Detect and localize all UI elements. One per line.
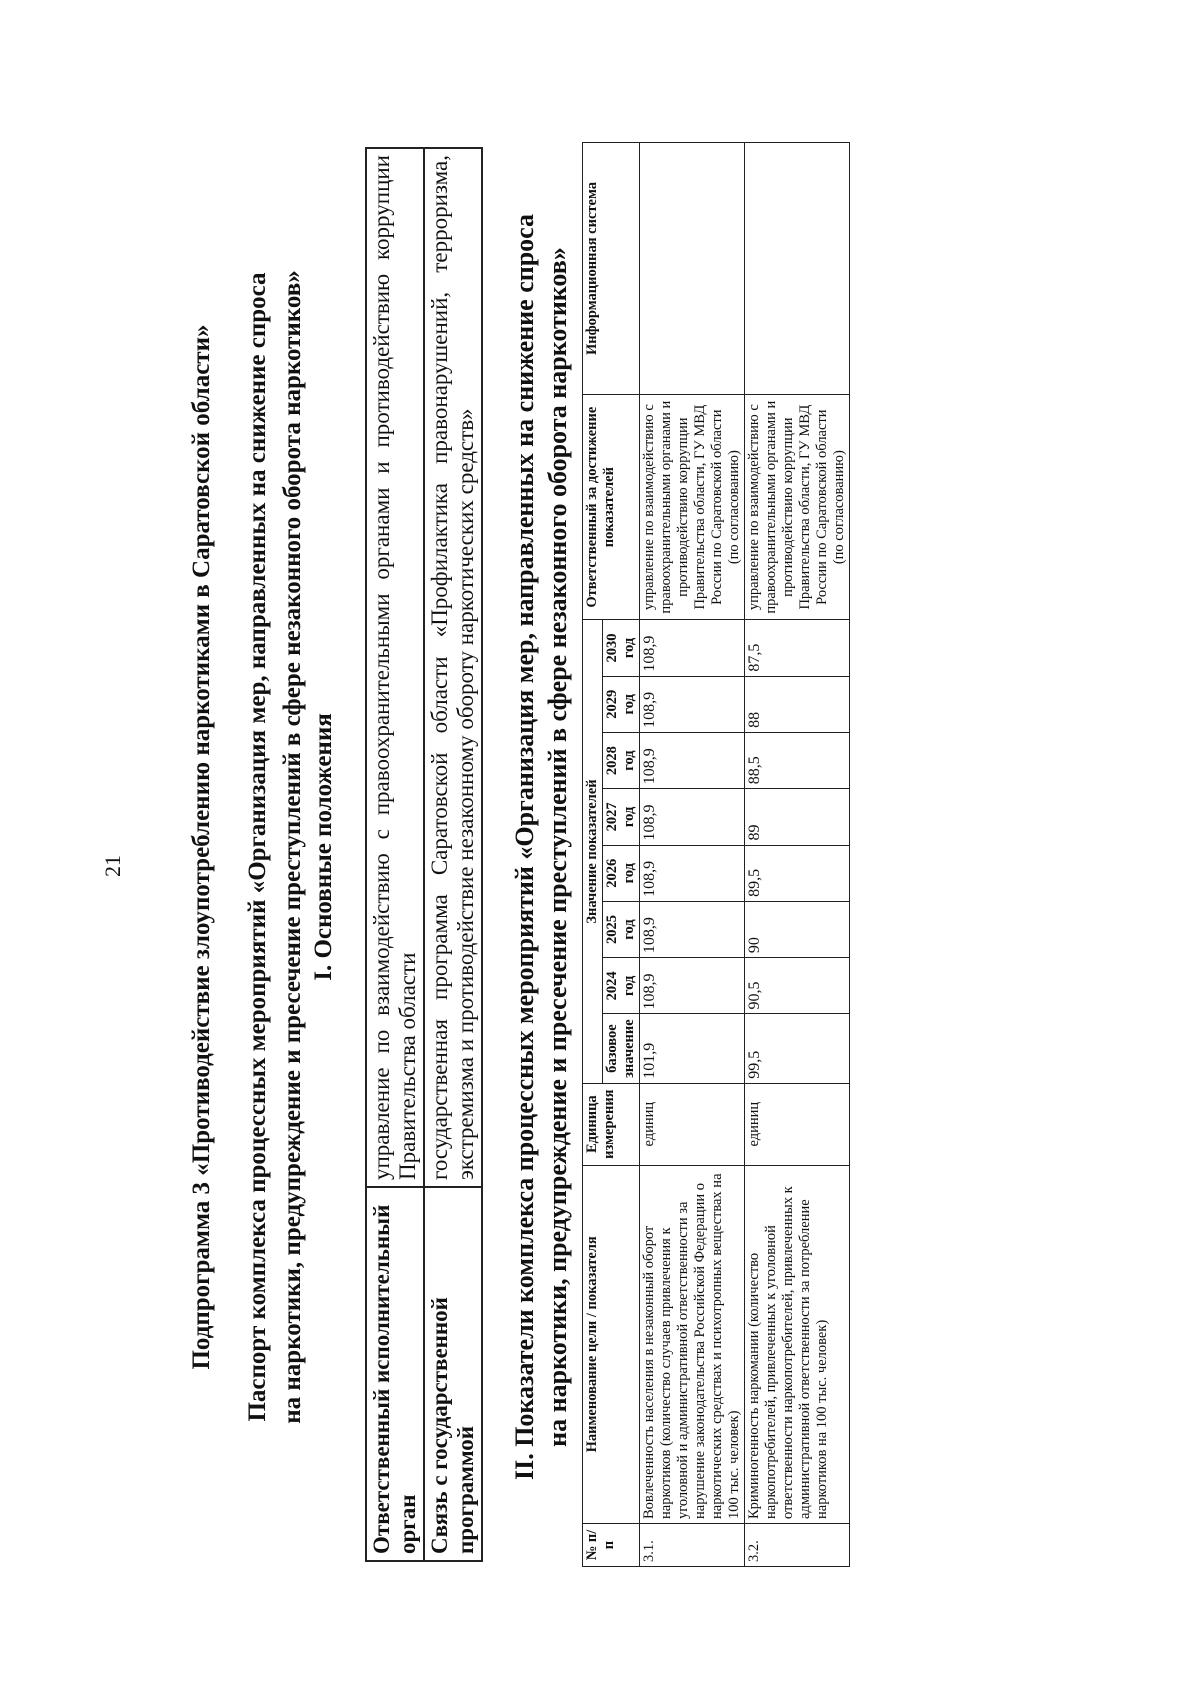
table-row (640, 143, 745, 1567)
row-value: 108,9 (640, 676, 745, 732)
page-number: 21 (100, 855, 125, 877)
header-year: 2028 год (603, 732, 640, 788)
header-num: № п/п (583, 1524, 640, 1567)
row-value: 88,5 (745, 732, 850, 788)
header-year: 2027 год (603, 789, 640, 845)
row-value: 89 (745, 789, 850, 845)
header-name: Наименование цели / показателя (583, 1165, 640, 1523)
header-values-group: Значение показателей (583, 620, 603, 1083)
header-unit: Единица измерения (583, 1083, 640, 1165)
row-value: 87,5 (745, 620, 850, 676)
row-info-system (640, 143, 745, 395)
passport-value-responsible: управление по взаимодействию с правоохранительными органами и противодействию коррупции Правительства области (366, 148, 424, 1187)
passport-row-responsible (366, 148, 424, 1561)
row-num: 3.2. (745, 1524, 850, 1567)
section-2-title-line-1: II. Показатели комплекса процессных мероприятий «Организация мер, направленных на снижение спроса (510, 213, 539, 1481)
row-responsible: управление по взаимодействию с правоохранительными органами и противодействию коррупции Правительства области, ГУ МВД России по Саратовской области (по согласованию) (745, 395, 850, 620)
row-base: 101,9 (640, 1014, 745, 1083)
subprogram-title: Подпрограмма 3 «Противодействие злоупотреблению наркотиками в Саратовской области» (188, 324, 215, 1370)
header-base: базовое значение (603, 1014, 640, 1083)
passport-title-line-1: Паспорт комплекса процессных мероприятий «Организация мер, направленных на снижение спроса (244, 272, 271, 1422)
header-year: 2026 год (603, 845, 640, 901)
header-year: 2030 год (603, 620, 640, 676)
row-name: Вовлеченность населения в незаконный оборот наркотиков (количество случаев привлечения к уголовной и административной ответственности за нарушение законодательства Российской Федерации о наркотических средствах и психотропных веществах на 100 тыс. человек) (640, 1165, 745, 1523)
header-info-system: Информационная система (583, 143, 640, 395)
passport-title-line-2: на наркотики, предупреждение и пресечение преступлений в сфере незаконного оборота наркотиков» (279, 270, 306, 1424)
row-value: 108,9 (640, 789, 745, 845)
section-2-title (508, 97, 574, 1597)
row-unit: единиц (640, 1083, 745, 1165)
row-value: 108,9 (640, 620, 745, 676)
indicators-header-row-1 (583, 143, 603, 1567)
indicators-table (582, 142, 850, 1567)
row-num: 3.1. (640, 1524, 745, 1567)
row-value: 88 (745, 676, 850, 732)
row-unit: единиц (745, 1083, 850, 1165)
passport-row-link (424, 148, 482, 1561)
header-year: 2025 год (603, 901, 640, 957)
passport-value-link: государственная программа Саратовской области «Профилактика правонарушений, терроризма, экстремизма и противодействие незаконному обороту наркотических средств» (424, 148, 482, 1187)
row-value: 90 (745, 901, 850, 957)
row-value: 90,5 (745, 958, 850, 1014)
row-info-system (745, 143, 850, 395)
section-1-title: I. Основные положения (310, 713, 337, 981)
row-value: 108,9 (640, 901, 745, 957)
row-responsible: управление по взаимодействию с правоохранительными органами и противодействию коррупции Правительства области, ГУ МВД России по Саратовской области (по согласованию) (640, 395, 745, 620)
passport-title (240, 97, 310, 1597)
header-year: 2029 год (603, 676, 640, 732)
header-year: 2024 год (603, 958, 640, 1014)
section-2-title-line-2: на наркотики, предупреждение и пресечение преступлений в сфере незаконного оборота наркотиков» (543, 247, 572, 1447)
row-name: Криминогенность наркомании (количество наркопотребителей, привлеченных к уголовной ответственности наркопотребителей, привлеченных к административной ответственности за потребление наркотиков на 100 тыс. человек) (745, 1165, 850, 1523)
row-base: 99,5 (745, 1014, 850, 1083)
passport-label-responsible: Ответственный исполнительный орган (366, 1187, 424, 1561)
row-value: 108,9 (640, 845, 745, 901)
row-value: 108,9 (640, 958, 745, 1014)
passport-label-link: Связь с государственной программой (424, 1187, 482, 1561)
table-row (745, 143, 850, 1567)
row-value: 89,5 (745, 845, 850, 901)
passport-table (365, 147, 483, 1562)
row-value: 108,9 (640, 732, 745, 788)
header-responsible: Ответственный за достижение показателей (583, 395, 640, 620)
